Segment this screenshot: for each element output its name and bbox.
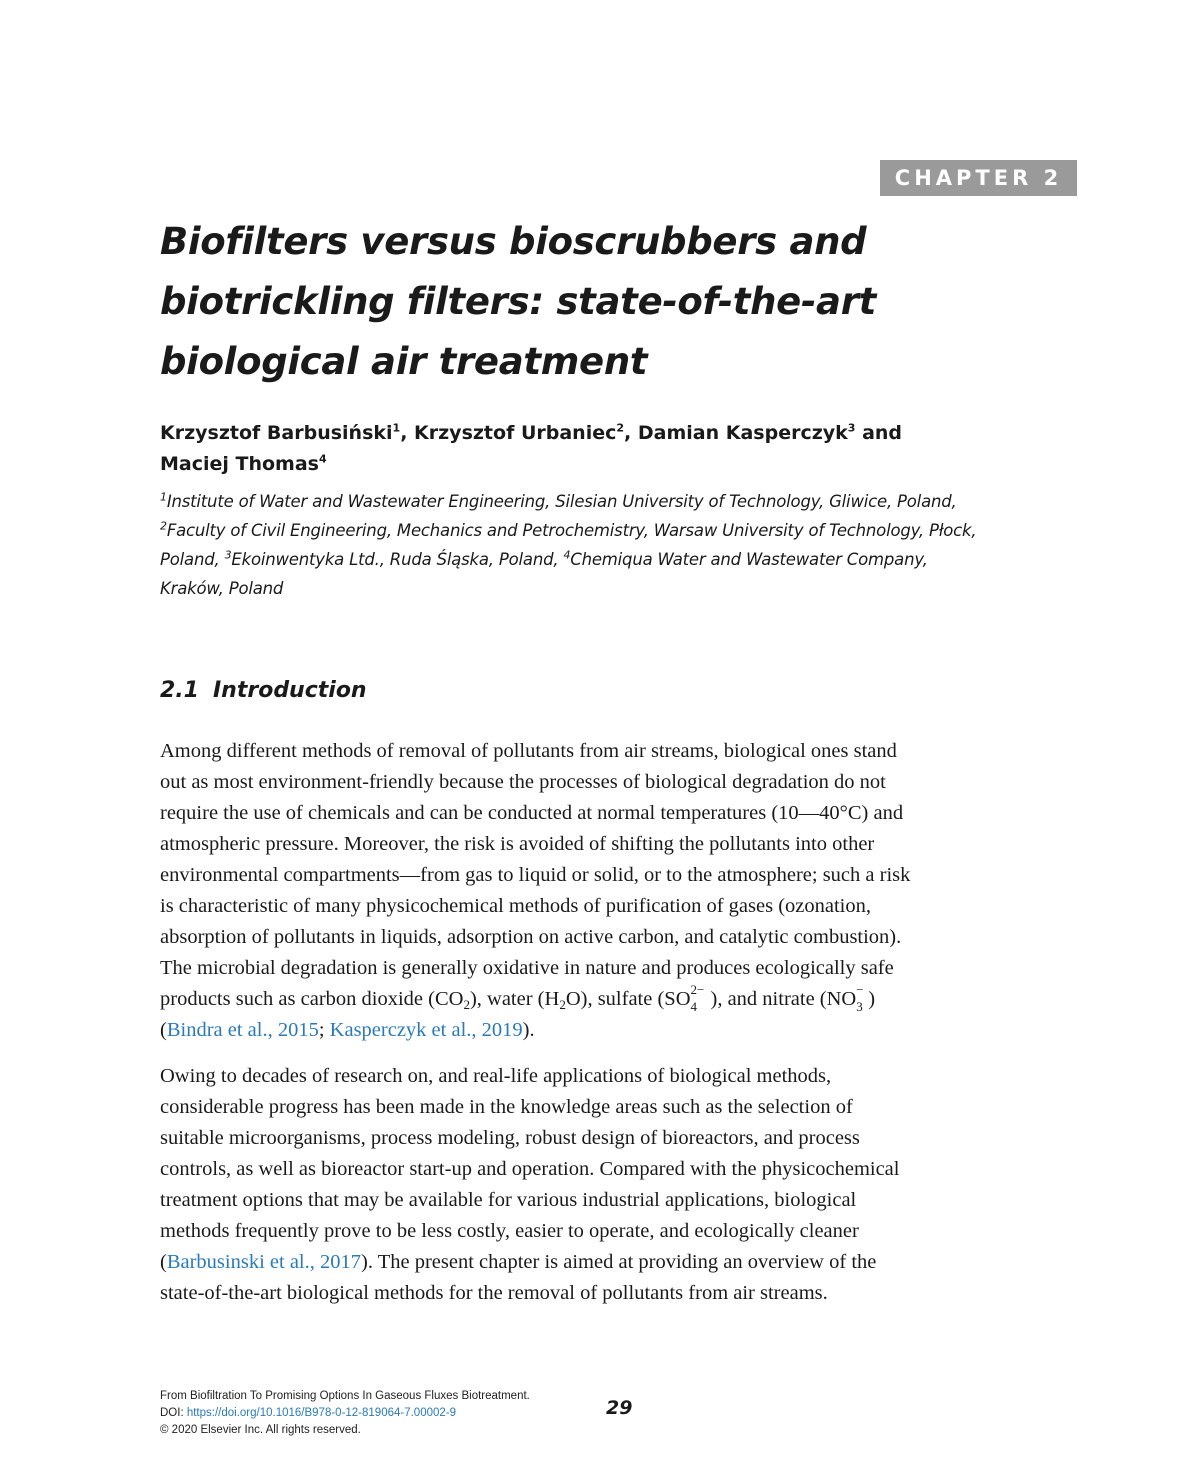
ion-charge — [690, 982, 711, 1015]
affiliation-line — [160, 545, 1080, 574]
subscript: 2 — [463, 997, 470, 1012]
text-line: require the use of chemicals and can be conducted at normal temperatures (10—40°C) and — [160, 802, 904, 824]
affiliation-mark: 4 — [563, 548, 571, 562]
text-line: considerable progress has been made in the knowledge areas such as the selection of — [160, 1096, 853, 1118]
doi-label: DOI: — [160, 1407, 187, 1419]
section-heading — [160, 678, 367, 703]
affiliation-line — [160, 487, 1080, 516]
text-line: is characteristic of many physicochemical methods of purification of gases (ozonation, — [160, 895, 872, 917]
author-name: Krzysztof Barbusiński — [160, 422, 393, 444]
affiliation-mark: 3 — [224, 548, 232, 562]
doi-line — [160, 1405, 660, 1422]
chapter-title — [160, 212, 1060, 392]
author-name: Maciej Thomas — [160, 453, 319, 475]
title-line: biotrickling filters: state-of-the-art — [160, 280, 877, 323]
text-run: ( — [160, 1019, 167, 1041]
text-line: Owing to decades of research on, and real-life applications of biological methods, — [160, 1065, 832, 1087]
text-line — [160, 984, 1080, 1015]
citation-link[interactable]: Barbusinski et al., 2017 — [166, 1251, 361, 1273]
affiliation-mark: 1 — [392, 421, 401, 435]
text-run: ), water (H — [469, 988, 560, 1010]
affiliation-mark: 2 — [160, 519, 167, 533]
affiliation-text: Institute of Water and Wastewater Engineering, Silesian University of Technology, Gliwice, Poland, — [166, 492, 957, 511]
text-line: environmental compartments—from gas to liquid or solid, or to the atmosphere; such a risk — [160, 864, 911, 886]
doi-link[interactable]: https://doi.org/10.1016/B978-0-12-819064-7.00002-9 — [186, 1407, 457, 1419]
subscript: 3 — [856, 999, 863, 1015]
superscript: 2− — [690, 982, 705, 998]
affiliation-text: Chemiqua Water and Wastewater Company, — [570, 550, 928, 569]
text-line: out as most environment-friendly because the processes of biological degradation do not — [160, 771, 886, 793]
subscript: 2 — [559, 997, 566, 1012]
author-name: Krzysztof Urbaniec — [414, 422, 617, 444]
copyright: © 2020 Elsevier Inc. All rights reserved. — [160, 1424, 361, 1436]
affiliation-text: Faculty of Civil Engineering, Mechanics and Petrochemistry, Warsaw University of Technology, Płock, — [166, 521, 977, 540]
text-run: ; — [318, 1019, 330, 1041]
affiliation-mark: 4 — [319, 452, 327, 466]
paragraph-2 — [160, 1061, 1080, 1309]
text-run: ( — [160, 1251, 167, 1273]
title-line: biological air treatment — [160, 340, 648, 383]
affiliation-text: Ekoinwentyka Ltd., Ruda Śląska, Poland, — [231, 550, 564, 569]
affiliation-mark: 3 — [847, 421, 856, 435]
text-line: methods frequently prove to be less costly, easier to operate, and ecologically cleaner — [160, 1220, 859, 1242]
title-line: Biofilters versus bioscrubbers and — [160, 220, 867, 263]
text-line: controls, as well as bioreactor start-up and operation. Compared with the physicochemical — [160, 1158, 900, 1180]
superscript: − — [856, 982, 864, 998]
separator: , — [624, 422, 638, 444]
text-line: treatment options that may be available for various industrial applications, biological — [160, 1189, 857, 1211]
author-name: Damian Kasperczyk — [637, 422, 848, 444]
citation-link[interactable]: Kasperczyk et al., 2019 — [329, 1019, 523, 1041]
text-run: ), and nitrate (NO — [710, 988, 857, 1010]
chapter-label: CHAPTER 2 — [880, 160, 1077, 196]
page-number: 29 — [606, 1397, 633, 1419]
text-line: suitable microorganisms, process modeling, robust design of bioreactors, and process — [160, 1127, 860, 1149]
citation-link[interactable]: Bindra et al., 2015 — [166, 1019, 319, 1041]
text-run: ). The present chapter is aimed at providing an overview of the — [361, 1251, 877, 1273]
text-line: state-of-the-art biological methods for the removal of pollutants from air streams. — [160, 1282, 828, 1304]
affiliation-text: Poland, — [160, 550, 225, 569]
paragraph-1 — [160, 736, 1080, 1046]
section-number: 2.1 — [160, 678, 199, 703]
text-line: absorption of pollutants in liquids, adsorption on active carbon, and catalytic combustion). — [160, 926, 902, 948]
conjunction: and — [855, 422, 903, 444]
ion-charge — [856, 982, 868, 1015]
subscript: 4 — [690, 999, 697, 1015]
affiliation-mark: 2 — [616, 421, 625, 435]
text-line: Among different methods of removal of pollutants from air streams, biological ones stand — [160, 740, 897, 762]
text-run: ) — [868, 988, 876, 1010]
affiliation-line: Kraków, Poland — [160, 579, 284, 598]
page-footer — [160, 1388, 660, 1439]
text-run: O), sulfate (SO — [565, 988, 691, 1010]
text-run: products such as carbon dioxide (CO — [160, 988, 464, 1010]
text-line — [160, 1247, 1080, 1278]
text-line — [160, 1015, 1080, 1046]
affiliation-line — [160, 516, 1080, 545]
affiliation-mark: 1 — [160, 490, 167, 504]
section-title: Introduction — [212, 678, 367, 703]
text-run: ). — [522, 1019, 535, 1041]
affiliations — [160, 487, 1080, 603]
text-line: The microbial degradation is generally oxidative in nature and produces ecologically safe — [160, 957, 894, 979]
book-title: From Biofiltration To Promising Options In Gaseous Fluxes Biotreatment. — [160, 1390, 530, 1402]
author-list — [160, 418, 1060, 480]
text-line: atmospheric pressure. Moreover, the risk is avoided of shifting the pollutants into other — [160, 833, 875, 855]
separator: , — [400, 422, 415, 444]
